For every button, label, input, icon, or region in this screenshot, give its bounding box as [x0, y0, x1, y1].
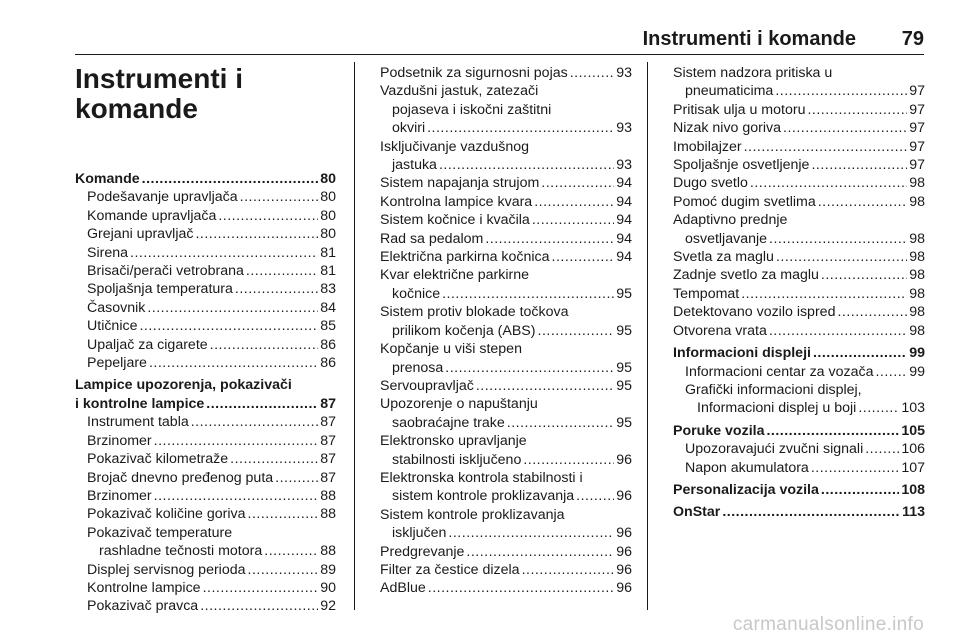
- leader-dots: [821, 481, 899, 499]
- toc-section-entry[interactable]: [673, 422, 925, 440]
- toc-label: Pomoć dugim svetlima: [673, 193, 816, 210]
- toc-label: Podešavanje upravljača: [87, 189, 238, 206]
- toc-label: Brojač dnevno pređenog puta: [87, 469, 274, 486]
- leader-dots: [532, 211, 614, 229]
- toc-label: Detektovano vozilo ispred: [673, 304, 836, 321]
- toc-label: Električna parkirna kočnica: [380, 249, 550, 266]
- toc-entry[interactable]: [673, 193, 925, 211]
- toc-label: okviri: [392, 120, 426, 137]
- toc-page: 96: [616, 561, 632, 578]
- toc-entry[interactable]: [673, 266, 925, 284]
- toc-label: Komande upravljača: [87, 207, 217, 224]
- leader-dots: [139, 317, 318, 335]
- toc-label: Grejani upravljač: [87, 226, 194, 243]
- leader-dots: [428, 579, 614, 597]
- toc-page: 96: [616, 525, 632, 542]
- toc-entry[interactable]: [87, 262, 336, 280]
- toc-label: Komande: [75, 171, 140, 187]
- toc-page: 94: [616, 230, 632, 247]
- toc-label: Svetla za maglu: [673, 249, 774, 266]
- toc-entry-line: Sistem kontrole proklizavanja: [380, 506, 565, 523]
- toc-entry[interactable]: [380, 230, 632, 248]
- toc-page: 80: [320, 171, 336, 187]
- leader-dots: [130, 244, 318, 262]
- watermark: carmanualsonline.info: [732, 614, 924, 635]
- toc-label: Informacioni centar za vozača: [685, 363, 874, 380]
- toc-label: Spoljašnje osvetljenje: [673, 157, 810, 174]
- toc-label: sistem kontrole proklizavanja: [392, 488, 575, 505]
- leader-dots: [807, 101, 907, 119]
- toc-label: Spoljašnja temperatura: [87, 281, 233, 298]
- leader-dots: [570, 64, 615, 82]
- toc-page: 86: [320, 336, 336, 353]
- toc-page: 94: [616, 175, 632, 192]
- toc-entry[interactable]: [673, 82, 925, 100]
- leader-dots: [466, 543, 614, 561]
- toc-page: 98: [909, 322, 925, 339]
- page-number: 79: [901, 28, 924, 50]
- toc-page: 97: [909, 83, 925, 100]
- toc-page: 95: [616, 414, 632, 431]
- leader-dots: [818, 193, 908, 211]
- toc-entry[interactable]: [380, 248, 632, 266]
- toc-page: 87: [320, 451, 336, 468]
- leader-dots: [442, 285, 614, 303]
- leader-dots: [149, 354, 318, 372]
- toc-page: 108: [901, 481, 925, 498]
- leader-dots: [147, 299, 318, 317]
- toc-page: 80: [320, 189, 336, 206]
- toc-page: 96: [616, 580, 632, 597]
- leader-dots: [485, 230, 614, 248]
- toc-entry[interactable]: [87, 354, 336, 372]
- toc-entry[interactable]: [685, 459, 925, 477]
- toc-label: prilikom kočenja (ABS): [392, 322, 536, 339]
- toc-entry[interactable]: [87, 579, 336, 597]
- toc-label: kočnice: [392, 285, 441, 302]
- toc-subentries: [75, 188, 336, 372]
- leader-dots: [191, 413, 318, 431]
- toc-subentries: [673, 363, 925, 418]
- toc-entry-line: Sistem nadzora pritiska u: [673, 65, 833, 81]
- toc-entry[interactable]: [673, 322, 925, 340]
- toc-entry[interactable]: [380, 377, 632, 395]
- leader-dots: [154, 487, 319, 505]
- toc-label: Upozoravajući zvučni signali: [685, 441, 864, 458]
- toc-entry[interactable]: [87, 487, 336, 505]
- toc-page: 83: [320, 281, 336, 298]
- leader-dots: [811, 156, 907, 174]
- toc-page: 95: [616, 285, 632, 302]
- toc-page: 92: [320, 598, 336, 615]
- leader-dots: [523, 451, 614, 469]
- toc-label: Kontrolne lampice: [87, 579, 201, 596]
- leader-dots: [235, 280, 318, 298]
- toc-label: Sirena: [87, 244, 129, 261]
- toc-entry[interactable]: [673, 101, 925, 119]
- toc-entry[interactable]: [380, 414, 632, 432]
- toc-label: Pritisak ulja u motoru: [673, 101, 806, 118]
- toc-entry[interactable]: [380, 285, 632, 303]
- toc-page: 80: [320, 226, 336, 243]
- toc-label: Poruke vozila: [673, 422, 765, 439]
- leader-dots: [552, 248, 615, 266]
- toc-entry-line: Pokazivač temperature: [87, 524, 233, 541]
- leader-dots: [821, 266, 907, 284]
- leader-dots: [837, 303, 907, 321]
- toc-entry[interactable]: [673, 156, 925, 174]
- toc-page: 88: [320, 506, 336, 523]
- toc-entry-line: Adaptivno prednje: [673, 212, 788, 229]
- toc-entry[interactable]: [87, 225, 336, 243]
- leader-dots: [769, 322, 907, 340]
- toc-page: 97: [909, 157, 925, 174]
- toc-page: 93: [616, 157, 632, 174]
- leader-dots: [200, 597, 318, 615]
- toc-entry[interactable]: [380, 359, 632, 377]
- toc-label: Pokazivač količine goriva: [87, 506, 246, 523]
- toc-label: jastuka: [392, 157, 437, 174]
- toc-column-2: [380, 64, 632, 598]
- toc-label: Sistem kočnice i kvačila: [380, 212, 530, 229]
- toc-label: prenosa: [392, 359, 444, 376]
- toc-label: Zadnje svetlo za maglu: [673, 267, 819, 284]
- toc-label: pneumaticima: [685, 83, 774, 100]
- leader-dots: [445, 359, 614, 377]
- toc-page: 97: [909, 138, 925, 155]
- column-divider: [647, 62, 648, 610]
- leader-dots: [439, 156, 614, 174]
- toc-label: Rad sa pedalom: [380, 230, 484, 247]
- toc-entry[interactable]: [87, 450, 336, 468]
- toc-section-entry[interactable]: [673, 344, 925, 362]
- leader-dots: [522, 561, 615, 579]
- toc-label: Instrument tabla: [87, 414, 189, 431]
- toc-entry[interactable]: [673, 248, 925, 266]
- toc-page: 103: [901, 400, 925, 417]
- toc-entry[interactable]: [380, 119, 632, 137]
- leader-dots: [240, 188, 319, 206]
- toc-entry-line: Elektronsko upravljanje: [380, 433, 527, 450]
- toc-entry-line: Sistem protiv blokade točkova: [380, 304, 569, 321]
- toc-page: 96: [616, 451, 632, 468]
- toc-entry[interactable]: [380, 193, 632, 211]
- leader-dots: [766, 422, 899, 440]
- toc-label: Displej servisnog perioda: [87, 561, 246, 578]
- leader-dots: [195, 225, 318, 243]
- toc-column-1: [75, 64, 336, 616]
- toc-label: stabilnosti isključeno: [392, 451, 522, 468]
- toc-section-entry[interactable]: [75, 395, 336, 413]
- toc-label: Časovnik: [87, 299, 146, 316]
- toc-page: 81: [320, 244, 336, 261]
- toc-label: AdBlue: [380, 580, 426, 597]
- toc-entry[interactable]: [87, 280, 336, 298]
- toc-label: Sistem napajanja strujom: [380, 175, 540, 192]
- toc-page: 81: [320, 263, 336, 280]
- toc-entry[interactable]: [87, 317, 336, 335]
- toc-page: 99: [909, 363, 925, 380]
- leader-dots: [750, 174, 907, 192]
- toc-page: 88: [320, 543, 336, 560]
- toc-page: 98: [909, 249, 925, 266]
- toc-entry[interactable]: [380, 561, 632, 579]
- toc-page: 85: [320, 318, 336, 335]
- leader-dots: [275, 469, 318, 487]
- toc-label: Filter za čestice dizela: [380, 561, 520, 578]
- toc-label: Brisači/perači vetrobrana: [87, 263, 244, 280]
- toc-page: 98: [909, 285, 925, 302]
- leader-dots: [538, 322, 615, 340]
- toc-page: 96: [616, 488, 632, 505]
- toc-label: rashladne tečnosti motora: [99, 543, 263, 560]
- toc-page: 97: [909, 120, 925, 137]
- leader-dots: [427, 119, 614, 137]
- toc-page: 99: [909, 345, 925, 362]
- leader-dots: [248, 505, 319, 523]
- toc-entry[interactable]: [673, 303, 925, 321]
- toc-entry[interactable]: [87, 432, 336, 450]
- toc-entry[interactable]: [673, 230, 925, 248]
- leader-dots: [230, 450, 318, 468]
- toc-label: i kontrolne lampice: [75, 395, 205, 412]
- leader-dots: [741, 285, 907, 303]
- toc-entry[interactable]: [87, 336, 336, 354]
- toc-entry[interactable]: [673, 138, 925, 156]
- heading-line: komande: [75, 93, 198, 124]
- leader-dots: [576, 487, 614, 505]
- toc-label: Personalizacija vozila: [673, 481, 819, 498]
- toc-label: Brzinomer: [87, 432, 152, 449]
- toc-section-entry[interactable]: [673, 503, 925, 521]
- toc-page: 98: [909, 304, 925, 321]
- leader-dots: [722, 503, 900, 521]
- leader-dots: [534, 193, 614, 211]
- leader-dots: [865, 440, 899, 458]
- toc-entry[interactable]: [673, 174, 925, 192]
- toc-label: Utičnice: [87, 318, 138, 335]
- toc-section-entry[interactable]: [673, 481, 925, 499]
- toc-page: 107: [901, 459, 925, 476]
- toc-page: 94: [616, 193, 632, 210]
- toc-entry-line: Kopčanje u viši stepen: [380, 341, 522, 358]
- toc-entry[interactable]: [380, 322, 632, 340]
- toc-page: 87: [320, 432, 336, 449]
- leader-dots: [154, 432, 319, 450]
- toc-label: Otvorena vrata: [673, 322, 767, 339]
- toc-entry-line: Grafički informacioni displej,: [685, 381, 862, 398]
- toc-page: 95: [616, 359, 632, 376]
- toc-entry[interactable]: [380, 487, 632, 505]
- leader-dots: [776, 248, 907, 266]
- toc-page: 87: [320, 395, 336, 412]
- leader-dots: [203, 579, 319, 597]
- column-divider: [354, 62, 355, 610]
- toc-entry-line: pojaseva i iskočni zaštitni: [392, 101, 552, 118]
- toc-entry[interactable]: [87, 469, 336, 487]
- toc-label: OnStar: [673, 504, 721, 521]
- toc-label: Tempomat: [673, 285, 740, 302]
- toc-page: 98: [909, 193, 925, 210]
- leader-dots: [206, 395, 318, 413]
- running-header: [75, 26, 924, 55]
- toc-page: 97: [909, 101, 925, 118]
- toc-page: 93: [616, 120, 632, 137]
- toc-page: 95: [616, 322, 632, 339]
- toc-entry[interactable]: [87, 188, 336, 206]
- toc-entry[interactable]: [673, 119, 925, 137]
- toc-label: Pepeljare: [87, 355, 147, 372]
- leader-dots: [783, 119, 907, 137]
- toc-entry[interactable]: [380, 543, 632, 561]
- toc-section-line: Lampice upozorenja, pokazivači: [75, 377, 292, 394]
- toc-entry-line: Elektronska kontrola stabilnosti i: [380, 469, 583, 486]
- toc-page: 93: [616, 65, 632, 81]
- toc-page: 80: [320, 207, 336, 224]
- toc-label: Servoupravljač: [380, 377, 474, 394]
- leader-dots: [541, 174, 614, 192]
- leader-dots: [264, 542, 318, 560]
- toc-entry[interactable]: [380, 174, 632, 192]
- toc-page: 106: [901, 441, 925, 458]
- header-title: Instrumenti i komande: [642, 28, 856, 50]
- toc-label: Informacioni displeji: [673, 345, 811, 362]
- toc-label: Napon akumulatora: [685, 459, 809, 476]
- toc-entry[interactable]: [87, 597, 336, 615]
- toc-entry[interactable]: [673, 285, 925, 303]
- toc-label: Predgrevanje: [380, 543, 465, 560]
- toc-entry[interactable]: [685, 399, 925, 417]
- leader-dots: [769, 230, 907, 248]
- toc-page: 96: [616, 543, 632, 560]
- toc-entry[interactable]: [380, 64, 632, 82]
- toc-entry-line: Upozorenje o napuštanju: [380, 396, 538, 413]
- leader-dots: [210, 336, 319, 354]
- toc-label: Brzinomer: [87, 487, 152, 504]
- toc-page: 89: [320, 561, 336, 578]
- toc-entry-line: Isključivanje vazdušnog: [380, 138, 530, 155]
- toc-label: Informacioni displej u boji: [697, 400, 857, 417]
- leader-dots: [775, 82, 907, 100]
- toc-page: 90: [320, 579, 336, 596]
- leader-dots: [246, 262, 318, 280]
- toc-entry[interactable]: [685, 440, 925, 458]
- leader-dots: [507, 414, 614, 432]
- toc-page: 95: [616, 377, 632, 394]
- toc-entry[interactable]: [87, 561, 336, 579]
- toc-entry[interactable]: [87, 505, 336, 523]
- toc-label: Kontrolna lampice kvara: [380, 193, 533, 210]
- leader-dots: [811, 459, 900, 477]
- toc-page: 94: [616, 249, 632, 266]
- toc-entry[interactable]: [685, 363, 925, 381]
- toc-label: Podsetnik za sigurnosni pojas: [380, 65, 568, 81]
- toc-label: osvetljavanje: [685, 230, 768, 247]
- leader-dots: [218, 207, 318, 225]
- toc-entry[interactable]: [380, 156, 632, 174]
- leader-dots: [476, 377, 614, 395]
- toc-entry[interactable]: [87, 244, 336, 262]
- toc-entry[interactable]: [87, 207, 336, 225]
- toc-label: saobraćajne trake: [392, 414, 505, 431]
- toc-label: Nizak nivo goriva: [673, 120, 782, 137]
- leader-dots: [813, 344, 907, 362]
- heading-line: Instrumenti i: [75, 63, 244, 94]
- leader-dots: [248, 561, 319, 579]
- toc-entry[interactable]: [380, 524, 632, 542]
- toc-label: Dugo svetlo: [673, 175, 748, 192]
- leader-dots: [744, 138, 908, 156]
- page-heading: [75, 64, 336, 124]
- toc-label: Imobilajzer: [673, 138, 742, 155]
- toc-entry[interactable]: [380, 579, 632, 597]
- toc-label: isključen: [392, 525, 447, 542]
- toc-section-entry[interactable]: [75, 170, 336, 188]
- leader-dots: [142, 170, 319, 188]
- toc-column-3: [673, 64, 925, 522]
- toc-label: Upaljač za cigarete: [87, 336, 208, 353]
- toc-page: 98: [909, 175, 925, 192]
- leader-dots: [448, 524, 614, 542]
- toc-page: 105: [901, 422, 925, 439]
- toc-page: 88: [320, 487, 336, 504]
- toc-page: 84: [320, 299, 336, 316]
- toc-page: 98: [909, 230, 925, 247]
- toc-entry[interactable]: [87, 299, 336, 317]
- toc-page: 94: [616, 212, 632, 229]
- toc-label: Pokazivač kilometraže: [87, 451, 229, 468]
- toc-entry[interactable]: [380, 211, 632, 229]
- toc-entry-line: Vazdušni jastuk, zatezači: [380, 83, 539, 100]
- leader-dots: [858, 399, 899, 417]
- leader-dots: [875, 363, 907, 381]
- toc-page: 113: [902, 504, 925, 521]
- toc-entry[interactable]: [87, 542, 336, 560]
- toc-entry-line: Kvar električne parkirne: [380, 267, 530, 284]
- toc-subentries: [673, 440, 925, 477]
- toc-subentries: [75, 413, 336, 615]
- toc-label: Pokazivač pravca: [87, 598, 199, 615]
- toc-page: 98: [909, 267, 925, 284]
- toc-page: 87: [320, 469, 336, 486]
- toc-page: 87: [320, 414, 336, 431]
- toc-entry[interactable]: [380, 451, 632, 469]
- toc-entry[interactable]: [87, 413, 336, 431]
- toc-page: 86: [320, 355, 336, 372]
